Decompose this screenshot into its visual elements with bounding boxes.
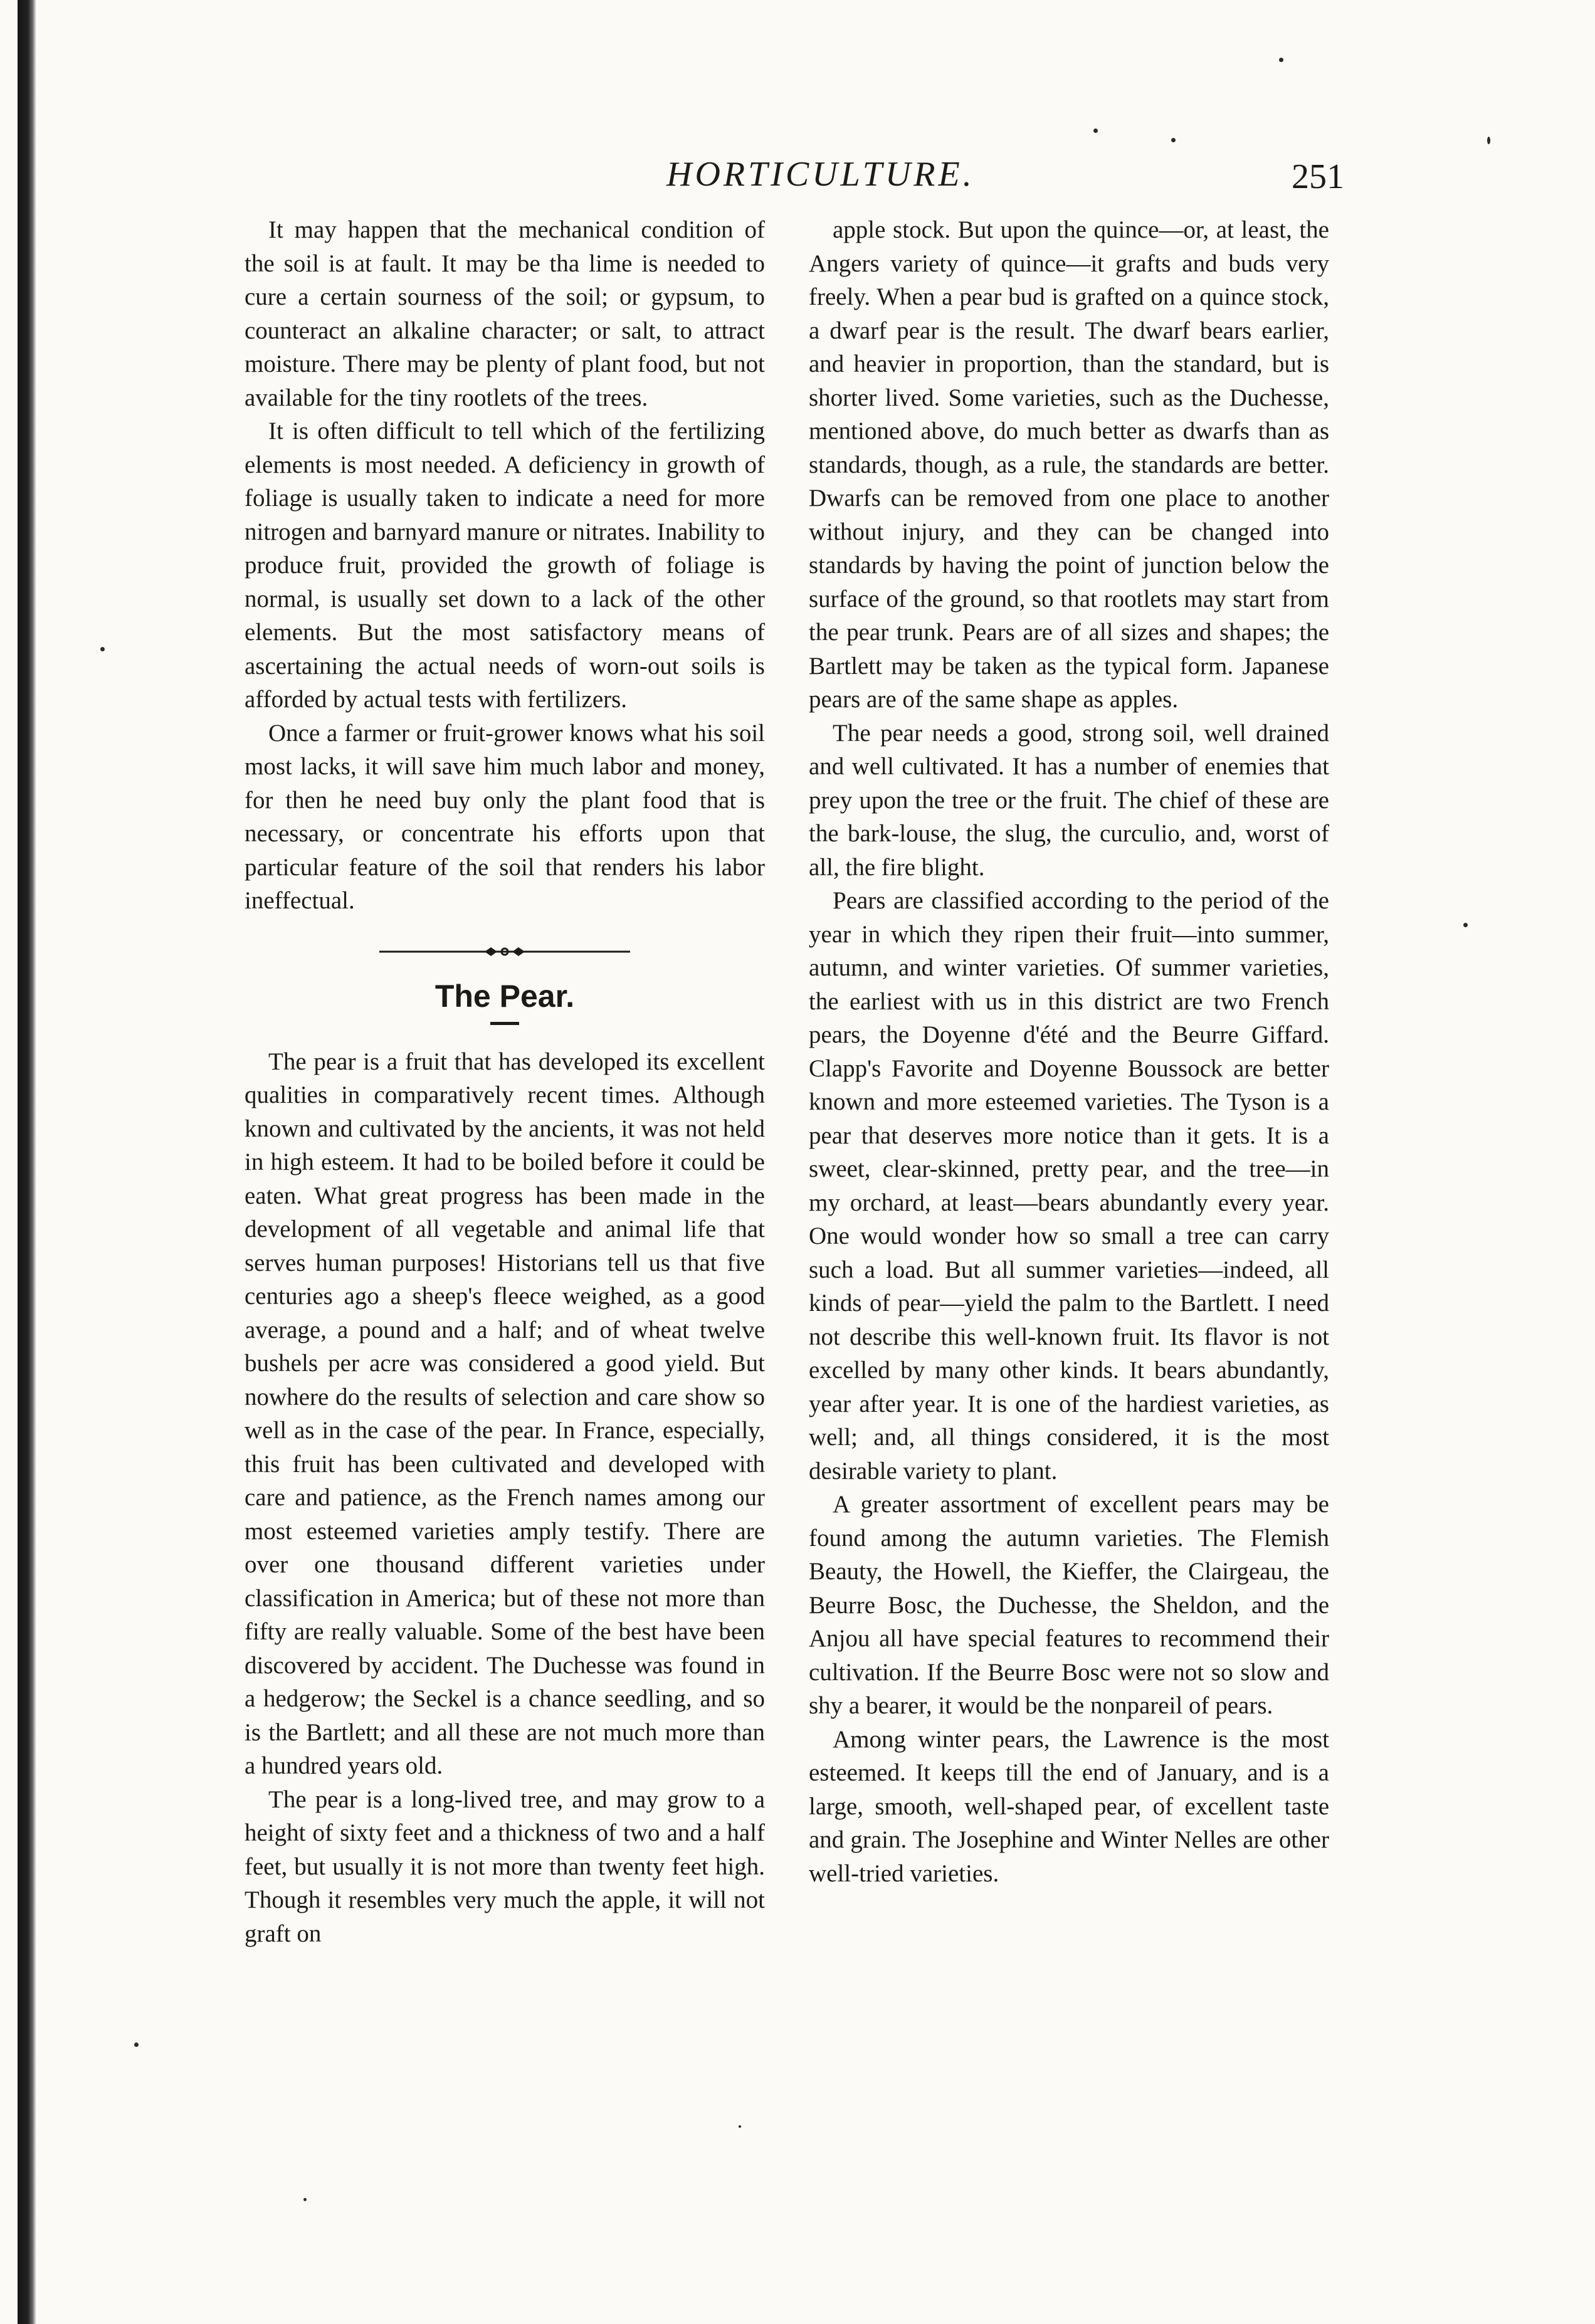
section-heading: The Pear. [434, 978, 575, 1014]
running-header [0, 149, 1595, 199]
paragraph: It is often difficult to tell which of the fertilizing elements is most needed. A deficiency in growth of foliage is usually taken to indicate a need for more nitrogen and barnyard manure or nitrates. Inability to produce fruit, provided the growth of foliage is normal, is usually set down to a lack of the other elements. But the most satisfactory means of ascertaining the actual needs of worn-out soils is afforded by actual tests with fertilizers. [245, 418, 765, 713]
left-column [245, 213, 765, 1950]
book-spine-edge [18, 0, 36, 2324]
header-title: HORTICULTURE. [666, 155, 975, 194]
paragraph: The pear is a long-lived tree, and may grow to a height of sixty feet and a thickness of two and a half feet, but usually it is not more than twenty feet high. Though it resembles very much the apple, it will not graft on [245, 1785, 765, 1947]
paragraph: A greater assortment of excellent pears may be found among the autumn varieties. The Flemish Beauty, the Howell, the Kieffer, the Clairgeau, the Beurre Bosc, the Duchesse, the Sheldon, and the Anjou all have special features to recommend their cultivation. If the Beurre Bosc were not so slow and shy a bearer, it would be the nonpareil of pears. [809, 1491, 1329, 1719]
paragraph: Pears are classified according to the period of the year in which they ripen their fruit—into summer, autumn, and winter varieties. Of summer varieties, the earliest with us in this district are two French pears, the Doyenne d'été and the Beurre Giffard. Clapp's Favorite and Doyenne Boussock are better known and more esteemed varieties. The Tyson is a pear that deserves more notice than it gets. It is a sweet, clear-skinned, pretty pear, and the tree—in my orchard, at least—bears abundantly every year. One would wonder how so small a tree can carry such a load. But all summer varieties—indeed, all kinds of pear—yield the palm to the Bartlett. I need not describe this well-known fruit. Its flavor is not excelled by many other kinds. It bears abundantly, year after year. It is one of the hardiest varieties, as well; and, all things considered, it is the most desirable variety to plant. [809, 887, 1329, 1485]
paragraph: apple stock. But upon the quince—or, at least, the Angers variety of quince—it grafts and buds very freely. When a pear bud is grafted on a quince stock, a dwarf pear is the result. The dwarf bears earlier, and heavier in proportion, than the standard, but is shorter lived. Some varieties, such as the Duchesse, mentioned above, do much better as dwarfs than as standards, though, as a rule, the standards are better. Dwarfs can be removed from one place to another without injury, and they can be changed into standards by having the point of junction below the surface of the ground, so that rootlets may start from the pear trunk. Pears are of all sizes and shapes; the Bartlett may be taken as the typical form. Japanese pears are of the same shape as apples. [809, 216, 1329, 713]
print-speck [1463, 923, 1468, 927]
paragraph: Once a farmer or fruit-grower knows what his soil most lacks, it will save him much labor and money, for then he need buy only the plant food that is necessary, or concentrate his efforts upon that particular feature of the soil that renders his labor ineffectual. [245, 719, 765, 914]
print-speck [1487, 137, 1490, 144]
paragraph: The pear needs a good, strong soil, well drained and well cultivated. It has a number of enemies that prey upon the tree or the fruit. The chief of these are the bark-louse, the slug, the curculio, and, worst of all, the fire blight. [809, 719, 1329, 881]
print-speck [1171, 138, 1176, 142]
print-speck [1279, 58, 1283, 62]
heading-underline-dash [490, 1022, 519, 1025]
divider-ornament-icon [379, 944, 630, 959]
print-speck [1093, 129, 1098, 133]
print-speck [134, 2043, 139, 2047]
paragraph: It may happen that the mechanical condition of the soil is at fault. It may be tha lime is needed to cure a certain sourness of the soil; or gypsum, to counteract an alkaline character; or salt, to attract moisture. There may be plenty of plant food, but not available for the tiny rootlets of the trees. [245, 216, 765, 411]
paragraph: The pear is a fruit that has developed its excellent qualities in comparatively recent times. Although known and cultivated by the ancients, it was not held in high esteem. It had to be boiled before it could be eaten. What great progress has been made in the development of all vegetable and animal life that serves human purposes! Historians tell us that five centuries ago a sheep's fleece weighed, as a good average, a pound and a half; and of wheat twelve bushels per acre was considered a good yield. But nowhere do the results of selection and care show so well as in the case of the pear. In France, especially, this fruit has been cultivated and developed with care and patience, as the French names among our most esteemed varieties amply testify. There are over one thousand different varieties under classification in America; but of these not more than fifty are really valuable. Some of the best have been discovered by accident. The Duchesse was found in a hedgerow; the Seckel is a chance seedling, and so is the Bartlett; and all these are not much more than a hundred years old. [245, 1048, 765, 1779]
print-speck [303, 2198, 307, 2201]
print-speck [739, 2125, 741, 2128]
print-speck [100, 647, 105, 651]
page-number: 251 [1292, 157, 1344, 196]
section-divider [245, 933, 765, 970]
right-column [809, 213, 1329, 1890]
paragraph: Among winter pears, the Lawrence is the most esteemed. It keeps till the end of January, and is a large, smooth, well-shaped pear, of excellent taste and grain. The Josephine and Winter Nelles are other well-tried varieties. [809, 1725, 1329, 1887]
